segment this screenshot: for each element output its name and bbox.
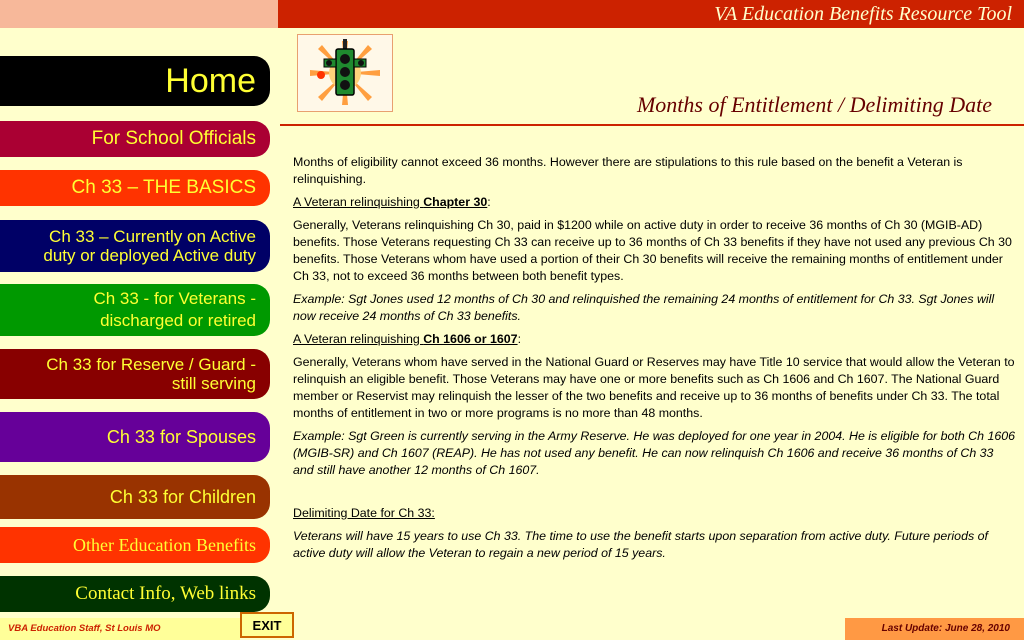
- nav-home-button[interactable]: [0, 56, 270, 106]
- nav-ch33-veterans-label-1: Ch 33 - for Veterans -: [93, 289, 256, 308]
- nav-ch33-basics-button[interactable]: [0, 170, 270, 206]
- section-heading-ch30-chapter: Chapter 30: [423, 195, 488, 209]
- content-spacer: [293, 485, 1015, 505]
- section-heading-ch30-suffix: :: [487, 195, 491, 209]
- title-divider: [280, 124, 1024, 126]
- nav-ch33-active-duty-label-1: Ch 33 – Currently on Active: [49, 227, 256, 246]
- section-body-ch30: Generally, Veterans relinquishing Ch 30, paid in $1200 while on active duty in order to receive 36 months of Ch 30 (MGIB-AD) benefits. Those Veterans requesting Ch 33 can receive up to 36 months of Ch 33 benefits if they have not used any previous Ch 30 benefits. Those Veterans whom have used a portion of their Ch 30 benefits will receive the remaining months of entitlement under Ch 33, not to exceed 36 months between both benefit types.: [293, 218, 1012, 283]
- nav-ch33-reserve-guard-label-1: Ch 33 for Reserve / Guard -: [46, 355, 256, 374]
- nav-ch33-basics-label: Ch 33 – THE BASICS: [71, 177, 256, 198]
- nav-home-label: Home: [165, 61, 256, 100]
- section-body-ch1606: Generally, Veterans whom have served in the National Guard or Reserves may have Title 10 service that would allow the Veteran to relinquish an eligible benefit. Those Veterans may have one or more benefits such as Ch 1606 and Ch 1607. The National Guard member or Reservist may relinquish the lesser of the two benefits and receive up to 36 months of benefits under Ch 33. The total months of entitlement in two or more programs is no more than 48 months.: [293, 355, 1015, 420]
- last-update-text: Last Update: June 28, 2010: [881, 623, 1010, 634]
- app-title: VA Education Benefits Resource Tool: [714, 3, 1012, 25]
- nav-ch33-veterans-button[interactable]: [0, 284, 270, 336]
- section-heading-ch1606-prefix: A Veteran relinquishing: [293, 332, 424, 346]
- nav-ch33-spouses-label: Ch 33 for Spouses: [106, 426, 256, 447]
- nav-school-officials-button[interactable]: [0, 121, 270, 157]
- section-heading-ch1606: [293, 331, 1015, 348]
- nav-school-officials-label: For School Officials: [91, 128, 256, 149]
- nav-ch33-spouses-button[interactable]: [0, 412, 270, 462]
- nav-ch33-reserve-guard-button[interactable]: [0, 349, 270, 399]
- page-title: Months of Entitlement / Delimiting Date: [636, 92, 992, 117]
- section-example-ch1606: Example: Sgt Green is currently serving in the Army Reserve. He was deployed for one year in 2004. He is eligible for both Ch 1606 (MGIB-SR) and Ch 1607 (REAP). He has not used any benefit. He can now relinquish Ch 1606 and receive 36 months of Ch 33 and still have another 12 months of Ch 1607.: [293, 429, 1016, 477]
- nav-other-benefits-label: Other Education Benefits: [73, 534, 256, 555]
- section-heading-ch1606-suffix: :: [517, 332, 522, 346]
- header-left-band: [0, 0, 278, 28]
- nav-contact-info-button[interactable]: [0, 576, 270, 612]
- nav-other-benefits-button[interactable]: [0, 527, 270, 563]
- section-heading-ch30-prefix: A Veteran relinquishing: [293, 195, 424, 209]
- section-heading-ch1606-chapter: Ch 1606 or 1607: [423, 332, 518, 346]
- section-heading-ch30: [293, 194, 1015, 211]
- nav-ch33-reserve-guard-label-2: still serving: [171, 374, 256, 393]
- delimiting-heading: Delimiting Date for Ch 33:: [293, 506, 435, 520]
- header-bar: [278, 0, 1024, 28]
- nav-ch33-active-duty-label-2: duty or deployed Active duty: [43, 246, 256, 265]
- main-content: [293, 154, 1015, 568]
- delimiting-body: Veterans will have 15 years to use Ch 33. The time to use the benefit starts upon separation from active duty. Future periods of active duty will allow the Veteran to regain a new period of 15 years.: [293, 529, 988, 560]
- nav-ch33-veterans-label-2: discharged or retired: [100, 311, 256, 330]
- exit-button-label: EXIT: [252, 617, 282, 633]
- intro-paragraph: Months of eligibility cannot exceed 36 months. However there are stipulations to this rule based on the benefit a Veteran is relinquishing.: [293, 155, 963, 186]
- traffic-light-icon: [297, 34, 393, 112]
- exit-button[interactable]: [240, 612, 294, 638]
- section-example-ch30: Example: Sgt Jones used 12 months of Ch 30 and relinquished the remaining 24 months of entitlement for Ch 33. Sgt Jones will now receive 24 months of Ch 33 benefits.: [293, 292, 995, 323]
- nav-ch33-active-duty-button[interactable]: [0, 220, 270, 272]
- footer-staff-text: VBA Education Staff, St Louis MO: [8, 623, 161, 634]
- nav-contact-info-label: Contact Info, Web links: [75, 583, 256, 604]
- nav-ch33-children-label: Ch 33 for Children: [109, 486, 256, 507]
- nav-ch33-children-button[interactable]: [0, 475, 270, 519]
